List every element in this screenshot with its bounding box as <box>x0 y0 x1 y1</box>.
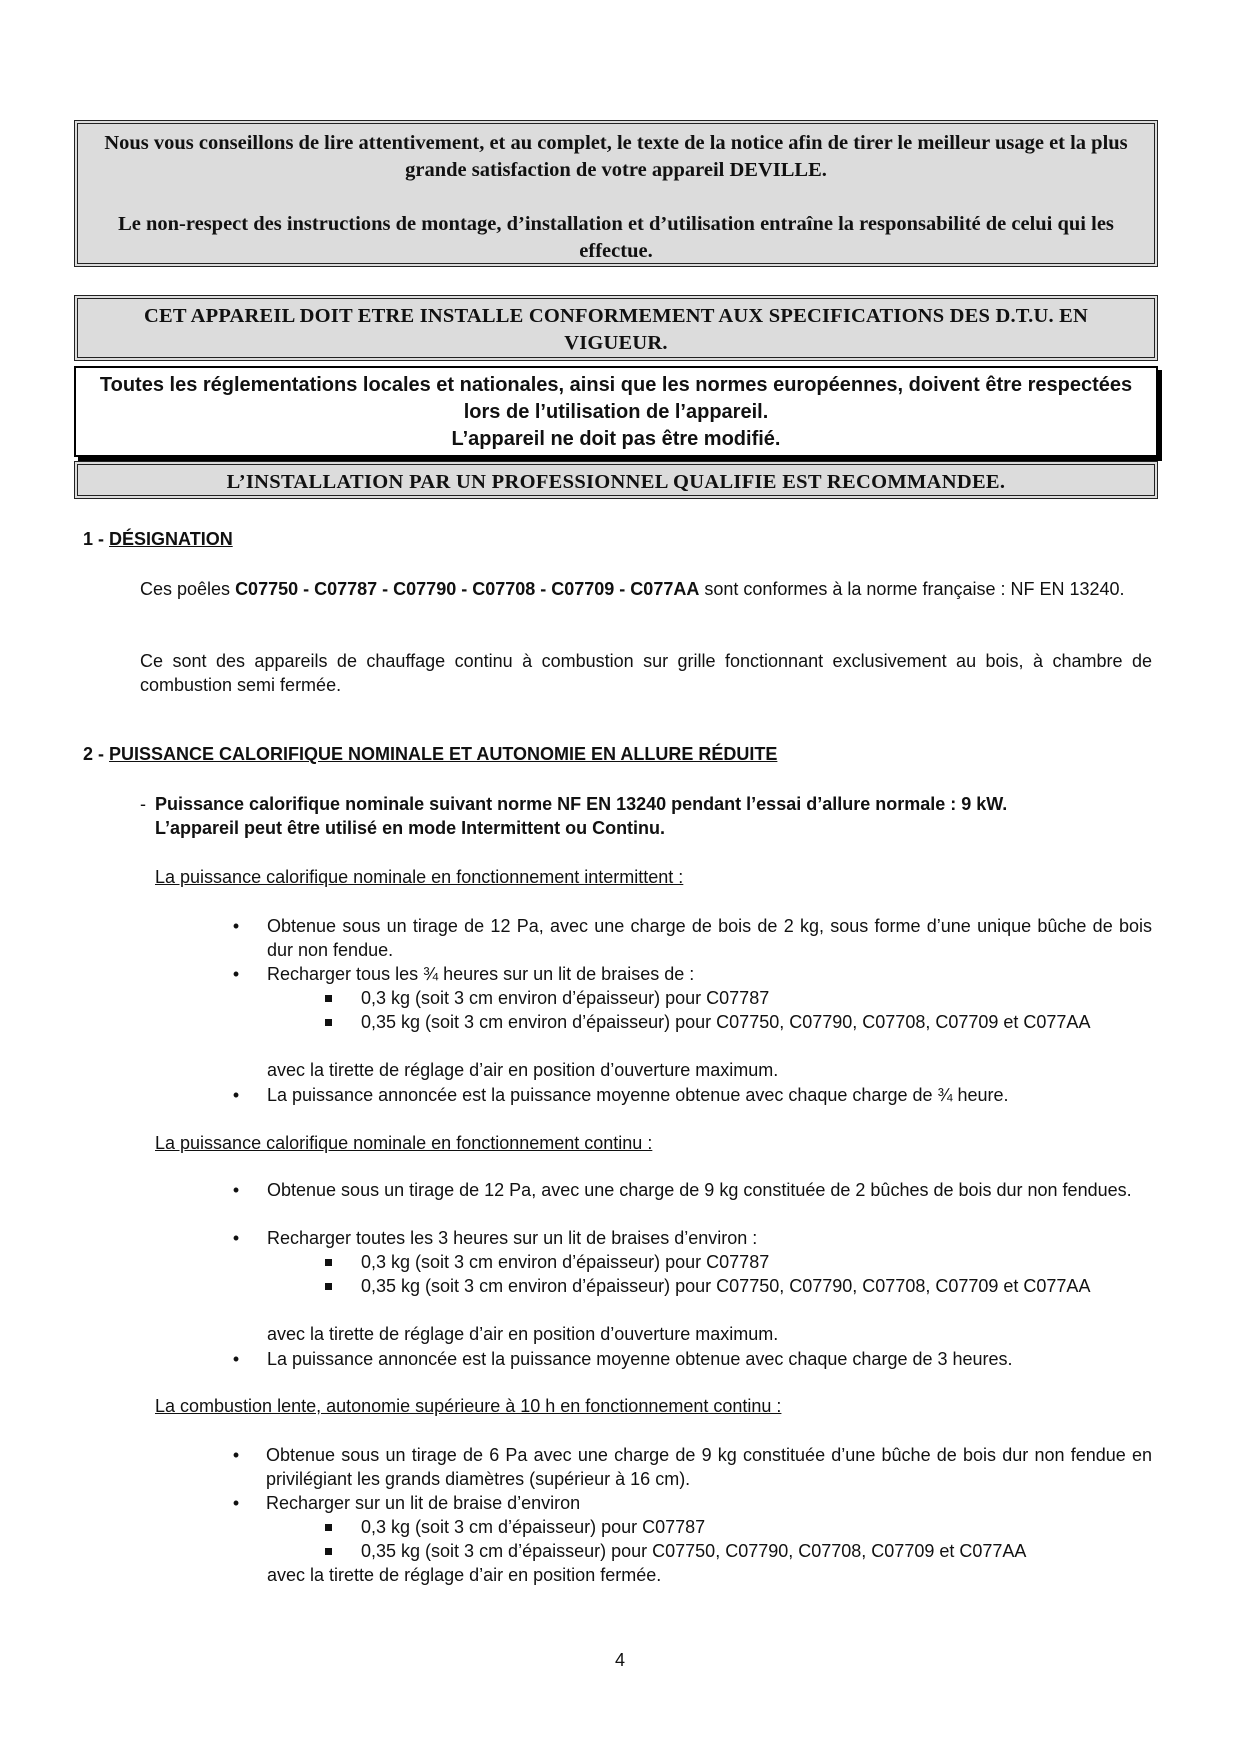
intermittent-bullet-2: Recharger tous les ¾ heures sur un lit de braises de : <box>267 964 695 984</box>
bullet-icon: • <box>232 1445 240 1465</box>
intermittent-bullet-3: La puissance annoncée est la puissance moyenne obtenue avec chaque charge de ¾ heure. <box>267 1085 1009 1105</box>
no-modification-text: L’appareil ne doit pas être modifié. <box>451 428 781 450</box>
bullet-icon: • <box>232 964 240 984</box>
square-bullet-icon <box>325 1259 332 1266</box>
designation-prefix: Ces poêles <box>140 579 236 599</box>
square-bullet-icon <box>325 1524 332 1531</box>
continuous-bullet-1: Obtenue sous un tirage de 12 Pa, avec une charge de 9 kg constituée de 2 bûches de bois dur non fendues. <box>267 1180 1132 1200</box>
square-bullet-icon <box>325 1548 332 1555</box>
dtu-notice-box <box>74 295 1158 361</box>
nominal-power-intro <box>155 792 1165 840</box>
designation-suffix: sont conformes à la norme française : NF EN 13240. <box>699 579 1125 599</box>
section-1-heading <box>83 527 233 551</box>
bullet-icon: • <box>232 1228 240 1248</box>
continuous-title: La puissance calorifique nominale en fonctionnement continu : <box>155 1133 653 1153</box>
bullet-icon: • <box>232 1180 240 1200</box>
section-2-number: 2 - <box>83 744 105 764</box>
designation-paragraph <box>140 577 1152 601</box>
usage-mode-line: L’appareil peut être utilisé en mode Intermittent ou Continu. <box>155 818 666 838</box>
intermittent-title: La puissance calorifique nominale en fonctionnement intermittent : <box>155 867 684 887</box>
slow-combustion-title: La combustion lente, autonomie supérieure à 10 h en fonctionnement continu : <box>155 1396 782 1416</box>
continuous-sub-1: 0,3 kg (soit 3 cm environ d’épaisseur) pour C07787 <box>361 1252 770 1272</box>
professional-notice-box <box>74 461 1158 499</box>
regulations-box <box>74 366 1158 457</box>
section-1-number: 1 - <box>83 529 105 549</box>
continuous-sub-2: 0,35 kg (soit 3 cm environ d’épaisseur) pour C07750, C07790, C07708, C07709 et C077AA <box>361 1276 1091 1296</box>
bullet-icon: • <box>232 916 240 936</box>
intro-dash: - <box>140 794 146 814</box>
reading-advice-box <box>74 120 1158 267</box>
slow-bullet-1: Obtenue sous un tirage de 6 Pa avec une charge de 9 kg constituée d’une bûche de bois dur non fendue en privilégiant les grands diamètres (supérieur à 16 cm). <box>266 1445 1152 1489</box>
section-1-title: DÉSIGNATION <box>109 529 233 549</box>
page-number: 4 <box>614 1650 625 1670</box>
square-bullet-icon <box>325 995 332 1002</box>
regulations-text: Toutes les réglementations locales et nationales, ainsi que les normes européennes, doivent être respectées lors de l’utilisation de l’appareil. <box>99 374 1133 423</box>
designation-text <box>140 577 1152 601</box>
bullet-icon: • <box>232 1349 240 1369</box>
slow-after: avec la tirette de réglage d’air en position fermée. <box>267 1565 662 1585</box>
continuous-bullet-3: La puissance annoncée est la puissance moyenne obtenue avec chaque charge de 3 heures. <box>267 1349 1013 1369</box>
intermittent-after: avec la tirette de réglage d’air en position d’ouverture maximum. <box>267 1060 779 1080</box>
continuous-bullet-2: Recharger toutes les 3 heures sur un lit de braises d’environ : <box>267 1228 758 1248</box>
slow-sub-2: 0,35 kg (soit 3 cm d’épaisseur) pour C07750, C07790, C07708, C07709 et C077AA <box>361 1541 1027 1561</box>
reading-advice-text: Nous vous conseillons de lire attentivement, et au complet, le texte de la notice afin de tirer le meilleur usage et la plus grande satisfaction de votre appareil DEVILLE. <box>104 132 1128 181</box>
square-bullet-icon <box>325 1019 332 1026</box>
intermittent-sub-2: 0,35 kg (soit 3 cm environ d’épaisseur) pour C07750, C07790, C07708, C07709 et C077AA <box>361 1012 1091 1032</box>
slow-sub-1: 0,3 kg (soit 3 cm d’épaisseur) pour C07787 <box>361 1517 706 1537</box>
nominal-power-line: Puissance calorifique nominale suivant norme NF EN 13240 pendant l’essai d’allure normale : 9 kW. <box>155 794 1008 814</box>
description-text: Ce sont des appareils de chauffage continu à combustion sur grille fonctionnant exclusivement au bois, à chambre de combustion semi fermée. <box>140 651 1152 695</box>
section-2-heading <box>83 742 777 766</box>
intermittent-bullet-1: Obtenue sous un tirage de 12 Pa, avec une charge de bois de 2 kg, sous forme d’une unique bûche de bois dur non fendue. <box>267 916 1152 960</box>
professional-notice-text: L’INSTALLATION PAR UN PROFESSIONNEL QUALIFIE EST RECOMMANDEE. <box>226 471 1006 493</box>
designation-models: C07750 - C07787 - C07790 - C07708 - C07709 - C077AA <box>235 579 700 599</box>
section-2-title: PUISSANCE CALORIFIQUE NOMINALE ET AUTONOMIE EN ALLURE RÉDUITE <box>109 744 778 764</box>
slow-bullet-2: Recharger sur un lit de braise d’environ <box>266 1493 581 1513</box>
intermittent-sub-1: 0,3 kg (soit 3 cm environ d’épaisseur) pour C07787 <box>361 988 770 1008</box>
dtu-notice-text: CET APPAREIL DOIT ETRE INSTALLE CONFORMEMENT AUX SPECIFICATIONS DES D.T.U. EN VIGUEUR. <box>144 305 1088 354</box>
description-paragraph <box>140 649 1152 697</box>
bullet-icon: • <box>232 1085 240 1105</box>
bullet-icon: • <box>232 1493 240 1513</box>
responsibility-text: Le non-respect des instructions de montage, d’installation et d’utilisation entraîne la responsabilité de celui qui les effectue. <box>118 213 1114 262</box>
continuous-after: avec la tirette de réglage d’air en position d’ouverture maximum. <box>267 1324 779 1344</box>
square-bullet-icon <box>325 1283 332 1290</box>
